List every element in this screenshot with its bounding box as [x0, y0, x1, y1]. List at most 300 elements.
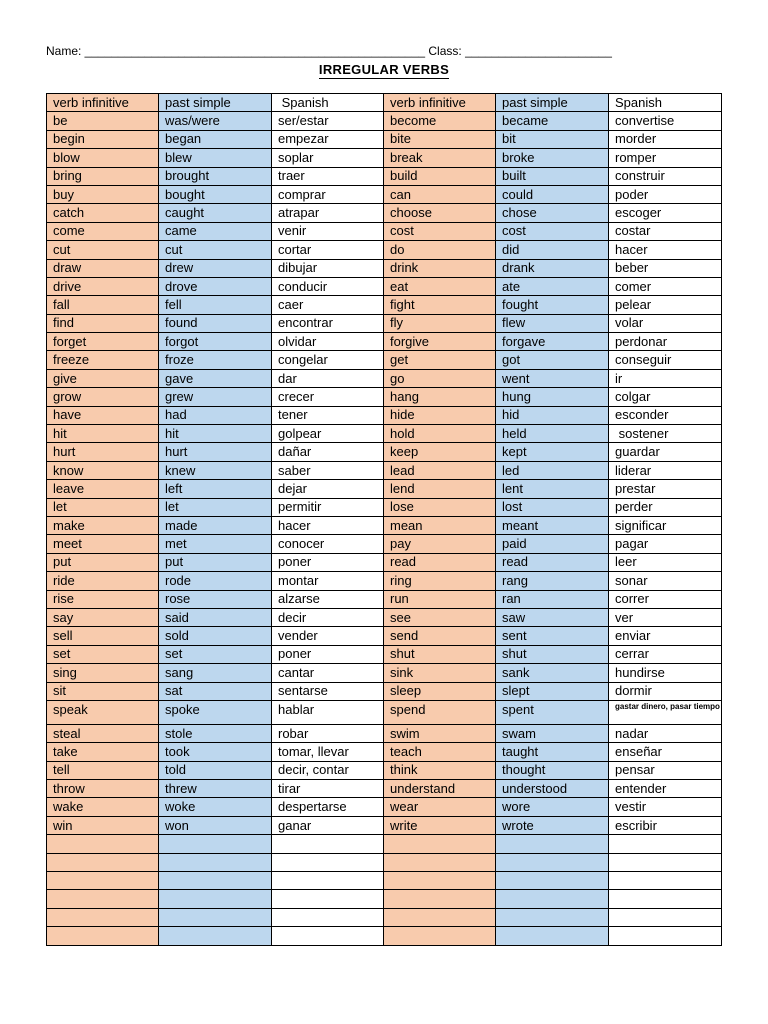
table-cell: grew [159, 388, 272, 406]
table-cell: put [159, 553, 272, 571]
table-cell: robar [272, 724, 384, 742]
table-cell: conseguir [609, 351, 722, 369]
table-cell: dañar [272, 443, 384, 461]
table-cell: permitir [272, 498, 384, 516]
table-cell: blow [47, 149, 159, 167]
table-cell: sent [496, 627, 609, 645]
table-cell: leer [609, 553, 722, 571]
table-cell: flew [496, 314, 609, 332]
table-row [47, 553, 722, 571]
table-cell: dar [272, 369, 384, 387]
table-cell[interactable] [496, 890, 609, 908]
table-cell: left [159, 480, 272, 498]
table-cell: gave [159, 369, 272, 387]
table-cell: was/were [159, 112, 272, 130]
table-cell: alzarse [272, 590, 384, 608]
table-cell: caer [272, 296, 384, 314]
table-cell: pagar [609, 535, 722, 553]
table-cell: despertarse [272, 798, 384, 816]
table-row [47, 590, 722, 608]
table-cell: eat [384, 277, 496, 295]
page-title-text: IRREGULAR VERBS [318, 62, 450, 77]
table-cell: montar [272, 572, 384, 590]
table-cell: grow [47, 388, 159, 406]
table-cell: draw [47, 259, 159, 277]
table-cell: rang [496, 572, 609, 590]
table-cell[interactable] [159, 872, 272, 890]
table-cell: cantar [272, 664, 384, 682]
table-row [47, 461, 722, 479]
table-cell: ate [496, 277, 609, 295]
table-cell: told [159, 761, 272, 779]
table-cell[interactable] [272, 872, 384, 890]
table-cell[interactable] [159, 835, 272, 853]
table-cell[interactable] [609, 853, 722, 871]
table-row [47, 572, 722, 590]
table-cell: ring [384, 572, 496, 590]
table-cell: began [159, 130, 272, 148]
table-cell: sold [159, 627, 272, 645]
table-cell: meet [47, 535, 159, 553]
table-row [47, 872, 722, 890]
table-cell: soplar [272, 149, 384, 167]
table-cell: nadar [609, 724, 722, 742]
column-header: Spanish [272, 94, 384, 112]
table-cell: ganar [272, 816, 384, 834]
table-cell[interactable] [384, 835, 496, 853]
table-cell: send [384, 627, 496, 645]
table-row [47, 443, 722, 461]
table-cell[interactable] [384, 890, 496, 908]
table-cell: said [159, 608, 272, 626]
table-cell: enseñar [609, 743, 722, 761]
table-cell: build [384, 167, 496, 185]
table-cell: dejar [272, 480, 384, 498]
table-cell: perder [609, 498, 722, 516]
table-cell: tell [47, 761, 159, 779]
table-cell: freeze [47, 351, 159, 369]
table-cell[interactable] [159, 908, 272, 926]
table-cell[interactable] [609, 908, 722, 926]
table-row [47, 369, 722, 387]
table-row [47, 516, 722, 534]
table-row [47, 388, 722, 406]
table-body [47, 94, 722, 946]
table-cell: cost [496, 222, 609, 240]
table-cell: beber [609, 259, 722, 277]
table-cell: keep [384, 443, 496, 461]
table-cell: made [159, 516, 272, 534]
table-cell: caught [159, 204, 272, 222]
table-cell: fall [47, 296, 159, 314]
table-cell: volar [609, 314, 722, 332]
table-cell: dibujar [272, 259, 384, 277]
table-cell[interactable] [272, 835, 384, 853]
table-cell: let [47, 498, 159, 516]
table-cell: decir, contar [272, 761, 384, 779]
table-cell: sentarse [272, 682, 384, 700]
table-row [47, 204, 722, 222]
table-cell: wore [496, 798, 609, 816]
table-cell: poder [609, 185, 722, 203]
table-cell: sink [384, 664, 496, 682]
table-cell: have [47, 406, 159, 424]
table-cell: correr [609, 590, 722, 608]
table-cell[interactable] [496, 835, 609, 853]
table-row [47, 700, 722, 724]
table-cell: can [384, 185, 496, 203]
table-cell: forgave [496, 333, 609, 351]
table-cell: morder [609, 130, 722, 148]
table-cell[interactable] [159, 890, 272, 908]
table-row [47, 130, 722, 148]
table-cell: wear [384, 798, 496, 816]
table-cell[interactable] [159, 853, 272, 871]
table-cell: gastar dinero, pasar tiempo [609, 700, 722, 724]
table-cell: dormir [609, 682, 722, 700]
table-cell: vestir [609, 798, 722, 816]
table-cell: golpear [272, 425, 384, 443]
table-cell: get [384, 351, 496, 369]
table-cell[interactable] [47, 890, 159, 908]
table-cell: fly [384, 314, 496, 332]
table-row [47, 296, 722, 314]
table-cell: lent [496, 480, 609, 498]
table-row [47, 112, 722, 130]
table-row [47, 664, 722, 682]
table-cell: see [384, 608, 496, 626]
table-cell: set [47, 645, 159, 663]
table-cell: brought [159, 167, 272, 185]
table-cell: ran [496, 590, 609, 608]
table-cell: saw [496, 608, 609, 626]
table-row [47, 480, 722, 498]
table-cell[interactable] [496, 908, 609, 926]
table-cell: rise [47, 590, 159, 608]
table-cell: teach [384, 743, 496, 761]
table-cell: esconder [609, 406, 722, 424]
table-cell: shut [384, 645, 496, 663]
table-cell: read [384, 553, 496, 571]
table-cell: perdonar [609, 333, 722, 351]
table-row [47, 890, 722, 908]
table-cell: become [384, 112, 496, 130]
table-cell: held [496, 425, 609, 443]
table-cell[interactable] [47, 908, 159, 926]
table-cell[interactable] [609, 927, 722, 945]
table-cell: empezar [272, 130, 384, 148]
table-row [47, 816, 722, 834]
table-cell: colgar [609, 388, 722, 406]
table-cell: construir [609, 167, 722, 185]
table-cell: thought [496, 761, 609, 779]
table-cell: cerrar [609, 645, 722, 663]
class-field-label[interactable]: Class: ______________________ [428, 44, 612, 58]
table-cell: pelear [609, 296, 722, 314]
table-cell: bite [384, 130, 496, 148]
table-cell: liderar [609, 461, 722, 479]
table-cell: tener [272, 406, 384, 424]
table-cell: hit [159, 425, 272, 443]
table-cell: taught [496, 743, 609, 761]
table-cell: became [496, 112, 609, 130]
table-cell: fell [159, 296, 272, 314]
table-cell: sang [159, 664, 272, 682]
name-field-label[interactable]: Name: ___________________________________________________ [46, 44, 426, 58]
table-cell: write [384, 816, 496, 834]
table-cell: met [159, 535, 272, 553]
table-cell: rose [159, 590, 272, 608]
table-cell: comer [609, 277, 722, 295]
table-row [47, 780, 722, 798]
table-cell: bit [496, 130, 609, 148]
table-cell: spoke [159, 700, 272, 724]
table-row [47, 908, 722, 926]
table-row [47, 627, 722, 645]
table-cell: run [384, 590, 496, 608]
table-cell: sell [47, 627, 159, 645]
table-cell: entender [609, 780, 722, 798]
table-cell: go [384, 369, 496, 387]
table-row [47, 185, 722, 203]
table-cell: bring [47, 167, 159, 185]
table-cell[interactable] [47, 853, 159, 871]
table-cell[interactable] [47, 872, 159, 890]
table-cell[interactable] [47, 835, 159, 853]
table-cell: tomar, llevar [272, 743, 384, 761]
table-cell: meant [496, 516, 609, 534]
table-row [47, 645, 722, 663]
table-row [47, 314, 722, 332]
column-header: Spanish [609, 94, 722, 112]
table-cell: decir [272, 608, 384, 626]
table-cell: escoger [609, 204, 722, 222]
table-cell: put [47, 553, 159, 571]
table-cell: think [384, 761, 496, 779]
table-cell[interactable] [609, 890, 722, 908]
table-cell: swim [384, 724, 496, 742]
table-cell: hablar [272, 700, 384, 724]
table-cell: come [47, 222, 159, 240]
table-cell: read [496, 553, 609, 571]
table-cell: got [496, 351, 609, 369]
table-cell: lose [384, 498, 496, 516]
table-cell: give [47, 369, 159, 387]
table-row [47, 853, 722, 871]
table-cell[interactable] [272, 890, 384, 908]
table-cell: convertise [609, 112, 722, 130]
table-cell: paid [496, 535, 609, 553]
table-row [47, 222, 722, 240]
page-title [0, 62, 768, 77]
table-cell: make [47, 516, 159, 534]
table-cell: sank [496, 664, 609, 682]
table-cell: rode [159, 572, 272, 590]
table-cell: chose [496, 204, 609, 222]
table-cell[interactable] [272, 908, 384, 926]
table-cell: had [159, 406, 272, 424]
table-cell: cut [159, 241, 272, 259]
table-cell: understood [496, 780, 609, 798]
table-cell: hung [496, 388, 609, 406]
table-cell: begin [47, 130, 159, 148]
table-row [47, 498, 722, 516]
table-cell: romper [609, 149, 722, 167]
table-cell[interactable] [384, 927, 496, 945]
table-cell: sostener [609, 425, 722, 443]
table-cell: woke [159, 798, 272, 816]
table-cell[interactable] [47, 927, 159, 945]
table-cell: ride [47, 572, 159, 590]
table-cell: win [47, 816, 159, 834]
table-cell[interactable] [272, 853, 384, 871]
table-cell: won [159, 816, 272, 834]
table-row [47, 761, 722, 779]
table-cell: hurt [47, 443, 159, 461]
table-cell: slept [496, 682, 609, 700]
table-cell: went [496, 369, 609, 387]
table-cell: ver [609, 608, 722, 626]
table-cell[interactable] [384, 853, 496, 871]
table-cell[interactable] [384, 908, 496, 926]
table-cell: froze [159, 351, 272, 369]
table-cell: kept [496, 443, 609, 461]
table-cell: sit [47, 682, 159, 700]
table-cell: built [496, 167, 609, 185]
table-cell[interactable] [496, 853, 609, 871]
table-cell: throw [47, 780, 159, 798]
table-cell: venir [272, 222, 384, 240]
table-row [47, 608, 722, 626]
table-cell: say [47, 608, 159, 626]
table-cell: drove [159, 277, 272, 295]
table-cell: do [384, 241, 496, 259]
table-cell: set [159, 645, 272, 663]
table-cell: catch [47, 204, 159, 222]
table-row [47, 333, 722, 351]
table-cell: could [496, 185, 609, 203]
table-cell[interactable] [609, 872, 722, 890]
table-cell: choose [384, 204, 496, 222]
table-cell: broke [496, 149, 609, 167]
table-cell: sing [47, 664, 159, 682]
table-cell: found [159, 314, 272, 332]
table-cell[interactable] [496, 872, 609, 890]
table-cell: lend [384, 480, 496, 498]
table-row [47, 724, 722, 742]
table-cell: leave [47, 480, 159, 498]
table-cell: spent [496, 700, 609, 724]
table-cell: hang [384, 388, 496, 406]
table-cell: hold [384, 425, 496, 443]
table-cell: conocer [272, 535, 384, 553]
table-cell: break [384, 149, 496, 167]
table-cell: drive [47, 277, 159, 295]
table-cell: comprar [272, 185, 384, 203]
table-cell: cortar [272, 241, 384, 259]
table-row [47, 798, 722, 816]
table-cell: prestar [609, 480, 722, 498]
table-cell: vender [272, 627, 384, 645]
table-cell: wrote [496, 816, 609, 834]
table-cell: understand [384, 780, 496, 798]
table-cell: forgot [159, 333, 272, 351]
table-cell: buy [47, 185, 159, 203]
table-cell: hid [496, 406, 609, 424]
table-cell: know [47, 461, 159, 479]
table-cell: forget [47, 333, 159, 351]
table-cell: olvidar [272, 333, 384, 351]
table-cell: poner [272, 645, 384, 663]
table-header-row [47, 94, 722, 112]
table-cell: fight [384, 296, 496, 314]
table-row [47, 425, 722, 443]
table-row [47, 241, 722, 259]
table-cell: steal [47, 724, 159, 742]
table-cell: congelar [272, 351, 384, 369]
table-cell[interactable] [384, 872, 496, 890]
table-row [47, 927, 722, 945]
table-cell: costar [609, 222, 722, 240]
table-cell: sonar [609, 572, 722, 590]
table-cell: mean [384, 516, 496, 534]
table-row [47, 406, 722, 424]
table-row [47, 149, 722, 167]
table-cell: tirar [272, 780, 384, 798]
column-header: past simple [496, 94, 609, 112]
table-cell: cost [384, 222, 496, 240]
table-cell: hacer [609, 241, 722, 259]
table-cell[interactable] [609, 835, 722, 853]
table-cell: bought [159, 185, 272, 203]
table-cell: guardar [609, 443, 722, 461]
column-header: past simple [159, 94, 272, 112]
table-row [47, 351, 722, 369]
table-cell: speak [47, 700, 159, 724]
column-header: verb infinitive [47, 94, 159, 112]
table-row [47, 682, 722, 700]
table-cell: atrapar [272, 204, 384, 222]
table-cell[interactable] [272, 927, 384, 945]
table-cell: swam [496, 724, 609, 742]
table-cell: sat [159, 682, 272, 700]
table-cell: ir [609, 369, 722, 387]
table-cell: be [47, 112, 159, 130]
table-row [47, 259, 722, 277]
table-cell: crecer [272, 388, 384, 406]
table-cell: pensar [609, 761, 722, 779]
table-cell: encontrar [272, 314, 384, 332]
table-cell: hacer [272, 516, 384, 534]
table-cell: forgive [384, 333, 496, 351]
table-cell: came [159, 222, 272, 240]
table-cell: wake [47, 798, 159, 816]
table-cell[interactable] [159, 927, 272, 945]
table-cell: stole [159, 724, 272, 742]
table-cell: hit [47, 425, 159, 443]
header-line [46, 44, 612, 58]
table-cell: ser/estar [272, 112, 384, 130]
table-cell: drew [159, 259, 272, 277]
table-cell: lead [384, 461, 496, 479]
table-row [47, 835, 722, 853]
table-row [47, 277, 722, 295]
irregular-verbs-table [46, 93, 722, 946]
table-cell: fought [496, 296, 609, 314]
table-cell: significar [609, 516, 722, 534]
table-cell: pay [384, 535, 496, 553]
table-cell[interactable] [496, 927, 609, 945]
